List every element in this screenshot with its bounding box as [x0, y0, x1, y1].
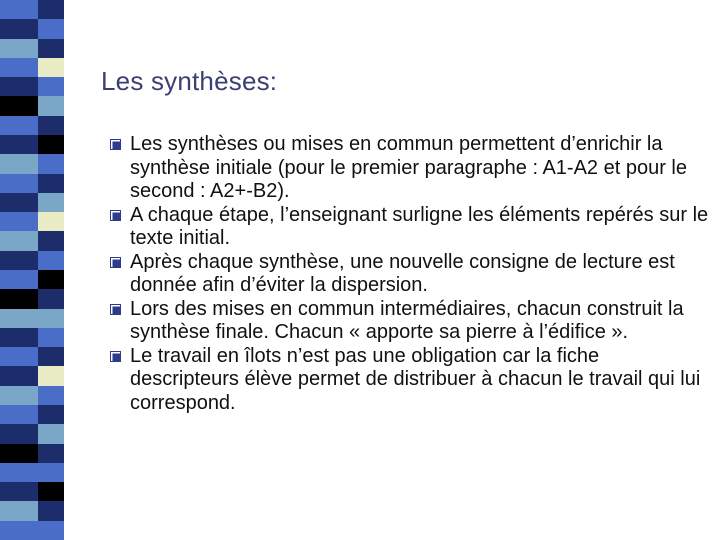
- sidebar-stripe: [0, 424, 38, 444]
- bullet-text: Après chaque synthèse, une nouvelle consigne de lecture est donnée afin d’éviter la dispersion.: [130, 250, 675, 296]
- sidebar-stripe: [38, 328, 64, 348]
- decorative-sidebar: [0, 0, 64, 540]
- sidebar-stripe: [38, 58, 64, 78]
- bullet-item: [110, 298, 710, 345]
- bullet-text: Le travail en îlots n’est pas une obligation car la fiche descripteurs élève permet de distribuer à chacun le travail qui lui correspond.: [130, 344, 701, 414]
- sidebar-stripe: [38, 386, 64, 406]
- sidebar-stripe: [0, 405, 38, 425]
- sidebar-stripe: [38, 309, 64, 329]
- sidebar-stripe: [0, 174, 38, 194]
- bullet-list: [110, 133, 710, 415]
- sidebar-stripe: [0, 289, 38, 309]
- bullet-text: Les synthèses ou mises en commun permettent d’enrichir la synthèse initiale (pour le premier paragraphe : A1-A2 et pour le second : A2+-B2).: [130, 133, 687, 202]
- sidebar-stripe: [38, 501, 64, 521]
- sidebar-stripe: [0, 193, 38, 213]
- bullet-text: Lors des mises en commun intermédiaires, chacun construit la synthèse finale. Chacun « apporte sa pierre à l’édifice ».: [130, 297, 684, 343]
- sidebar-stripe: [38, 270, 64, 290]
- sidebar-stripe: [0, 212, 38, 232]
- checkbox-square-icon: [110, 351, 121, 362]
- sidebar-stripe: [0, 0, 38, 20]
- slide-title: Les synthèses:: [101, 66, 278, 96]
- sidebar-stripe: [0, 347, 38, 367]
- sidebar-stripe: [38, 116, 64, 136]
- sidebar-stripe: [38, 289, 64, 309]
- sidebar-stripe: [38, 231, 64, 251]
- sidebar-stripe: [38, 424, 64, 444]
- sidebar-stripe: [38, 174, 64, 194]
- sidebar-stripe: [38, 96, 64, 116]
- sidebar-stripe: [38, 366, 64, 386]
- sidebar-stripe: [38, 135, 64, 155]
- sidebar-stripe: [38, 251, 64, 271]
- sidebar-stripe: [0, 463, 38, 483]
- sidebar-stripe: [0, 231, 38, 251]
- sidebar-stripe: [0, 270, 38, 290]
- sidebar-stripe: [38, 193, 64, 213]
- sidebar-stripe: [38, 405, 64, 425]
- sidebar-stripe: [38, 77, 64, 97]
- sidebar-stripe: [0, 96, 38, 116]
- sidebar-stripe: [0, 309, 38, 329]
- sidebar-stripe: [0, 154, 38, 174]
- sidebar-stripe: [38, 463, 64, 483]
- sidebar-stripe: [38, 521, 64, 540]
- sidebar-stripe: [38, 0, 64, 20]
- sidebar-stripe: [38, 444, 64, 464]
- bullet-text: A chaque étape, l’enseignant surligne les éléments repérés sur le texte initial.: [130, 203, 709, 249]
- sidebar-stripe: [38, 347, 64, 367]
- sidebar-stripe: [0, 501, 38, 521]
- sidebar-stripe: [0, 39, 38, 59]
- sidebar-stripe: [0, 386, 38, 406]
- sidebar-stripe: [38, 39, 64, 59]
- sidebar-stripe: [0, 444, 38, 464]
- sidebar-stripe: [0, 19, 38, 39]
- bullet-item: [110, 133, 710, 204]
- sidebar-stripe: [38, 482, 64, 502]
- sidebar-stripe: [38, 154, 64, 174]
- sidebar-stripe: [0, 328, 38, 348]
- bullet-item: [110, 251, 710, 298]
- checkbox-square-icon: [110, 304, 121, 315]
- sidebar-stripe: [0, 116, 38, 136]
- sidebar-stripe: [0, 135, 38, 155]
- sidebar-stripe: [38, 19, 64, 39]
- checkbox-square-icon: [110, 210, 121, 221]
- sidebar-stripe: [38, 212, 64, 232]
- bullet-item: [110, 204, 710, 251]
- checkbox-square-icon: [110, 139, 121, 150]
- sidebar-stripe: [0, 251, 38, 271]
- sidebar-stripe: [0, 482, 38, 502]
- sidebar-stripe: [0, 366, 38, 386]
- bullet-item: [110, 345, 710, 416]
- sidebar-stripe: [0, 521, 38, 540]
- sidebar-stripe: [0, 77, 38, 97]
- sidebar-stripe: [0, 58, 38, 78]
- checkbox-square-icon: [110, 257, 121, 268]
